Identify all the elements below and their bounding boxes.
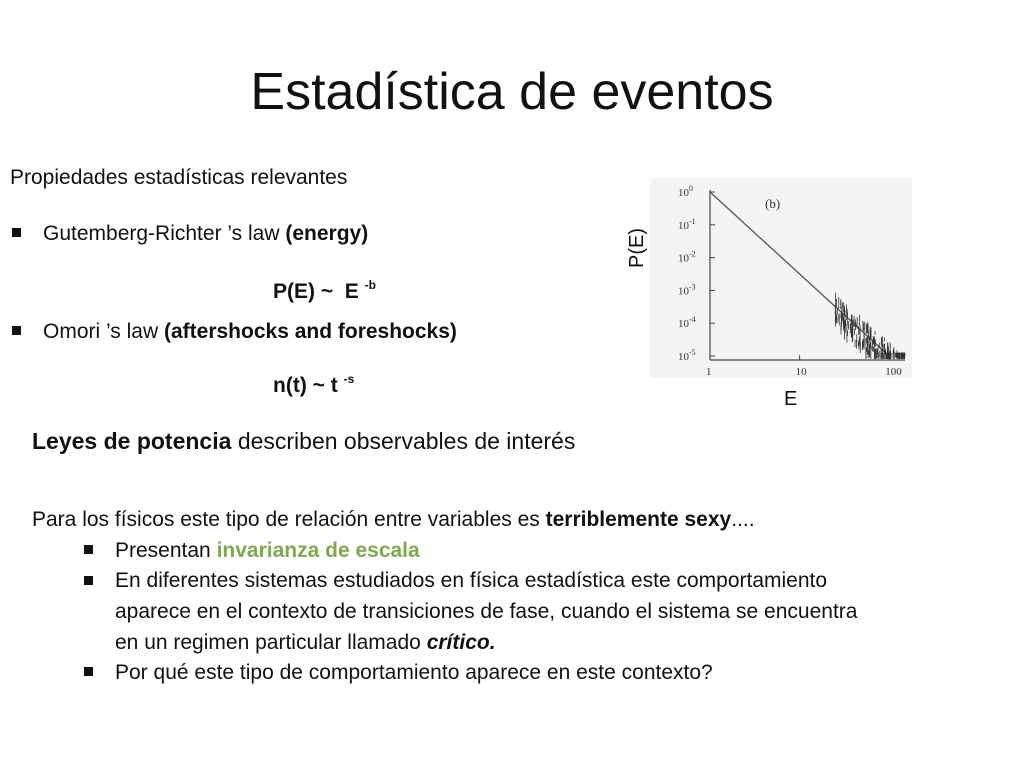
- law1-formula-base: E: [344, 280, 359, 303]
- law2-name: Omori ’s law: [43, 320, 159, 343]
- physics-b1-green: invarianza de escala: [216, 539, 420, 562]
- y-tick-label: $10^{-1}$: [678, 216, 696, 232]
- power-law-plot: [650, 178, 912, 378]
- square-bullet-icon: [84, 545, 93, 554]
- y-tick-label: $10^{-3}$: [678, 282, 696, 298]
- power-laws-line: [32, 428, 575, 455]
- y-tick-label: $10^{-2}$: [678, 249, 696, 265]
- physics-b2-line2: aparece en el contexto de transiciones de fase, cuando el sistema se encuentra: [115, 600, 858, 623]
- x-tick-label: 1: [706, 366, 712, 378]
- physics-b2-line3-before: en un regimen particular llamado: [115, 631, 421, 654]
- slide-title: Estadística de eventos: [250, 63, 774, 121]
- law2-formula-exp: -s: [343, 372, 355, 386]
- law1-name: Gutemberg-Richter ’s law: [43, 222, 280, 245]
- law1-qualifier: (energy): [285, 222, 369, 245]
- physics-bullet-2: [115, 565, 857, 658]
- y-tick-label: $10^{-5}$: [678, 348, 696, 363]
- physics-b2-line3-emph: crítico.: [426, 631, 496, 654]
- x-tick-label: 100: [885, 366, 902, 378]
- square-bullet-icon: [12, 326, 21, 335]
- law1-formula-lhs: P(E) ~: [273, 280, 334, 303]
- square-bullet-icon: [12, 228, 21, 237]
- law2-formula: [273, 372, 354, 398]
- physics-intro: [32, 508, 755, 532]
- square-bullet-icon: [84, 576, 93, 585]
- physics-b2-line3: [115, 627, 857, 658]
- law1-formula-exp: -b: [364, 278, 376, 292]
- physics-b2-line1: En diferentes sistemas estudiados en física estadística este comportamiento: [115, 569, 828, 592]
- physics-intro-after: ....: [731, 508, 755, 531]
- law1-line: [43, 222, 368, 246]
- law2-line: [43, 320, 457, 344]
- law2-qualifier: (aftershocks and foreshocks): [163, 320, 457, 343]
- physics-bullet-1: [115, 539, 420, 563]
- physics-bullet-3: Por qué este tipo de comportamiento aparece en este contexto?: [115, 661, 713, 684]
- physics-intro-before: Para los físicos este tipo de relación entre variables es: [32, 508, 540, 531]
- section-heading: Propiedades estadísticas relevantes: [10, 166, 348, 189]
- physics-intro-bold: terriblemente sexy: [545, 508, 732, 531]
- square-bullet-icon: [84, 667, 93, 676]
- x-tick-label: 10: [795, 366, 807, 378]
- x-axis-label: E: [784, 388, 798, 410]
- y-axis-label: P(E): [626, 228, 648, 268]
- power-laws-rest: describen observables de interés: [237, 428, 576, 454]
- power-laws-bold: Leyes de potencia: [32, 428, 232, 454]
- y-tick-label: $10^0$: [678, 184, 693, 199]
- law1-formula: [273, 278, 376, 304]
- physics-b1-before: Presentan: [115, 539, 211, 562]
- law2-formula-lhs: n(t) ~ t: [273, 374, 338, 397]
- y-tick-label: $10^{-4}$: [678, 315, 696, 331]
- panel-label: (b): [765, 196, 781, 211]
